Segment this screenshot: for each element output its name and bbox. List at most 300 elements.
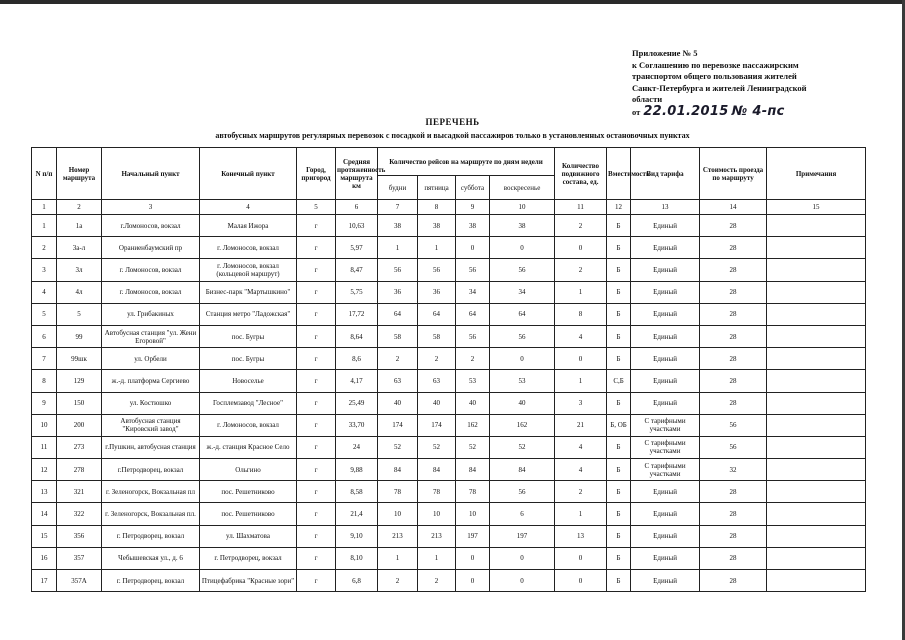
header-sunday: воскресенье: [490, 176, 555, 200]
cell-trips-saturday: 0: [456, 237, 490, 259]
routes-table-body: [32, 215, 866, 592]
cell-end: г. Петродворец, вокзал: [200, 547, 297, 569]
table-row: [32, 281, 866, 303]
cell-trips-sunday: 197: [490, 525, 555, 547]
cell-route: 357А: [57, 570, 102, 592]
cell-price: 28: [700, 303, 767, 325]
cell-rolling-stock: 4: [555, 325, 607, 347]
cell-trips-sunday: 34: [490, 281, 555, 303]
cell-length: 5,75: [336, 281, 378, 303]
column-number: 8: [418, 200, 456, 215]
cell-trips-sunday: 64: [490, 303, 555, 325]
document-title: ПЕРЕЧЕНЬ: [425, 117, 480, 127]
cell-num: 2: [32, 237, 57, 259]
cell-trips-saturday: 56: [456, 259, 490, 281]
appendix-line-3: транспортом общего пользования жителей: [632, 71, 797, 81]
cell-route: 273: [57, 436, 102, 458]
cell-length: 4,17: [336, 370, 378, 392]
cell-route: 3л: [57, 259, 102, 281]
cell-route: 322: [57, 503, 102, 525]
cell-trips-weekdays: 78: [378, 481, 418, 503]
cell-route: 4л: [57, 281, 102, 303]
cell-length: 8,64: [336, 325, 378, 347]
cell-city: г: [297, 414, 336, 436]
cell-route: 321: [57, 481, 102, 503]
cell-notes: [767, 436, 866, 458]
cell-capacity: Б: [607, 237, 631, 259]
cell-rolling-stock: 21: [555, 414, 607, 436]
cell-trips-sunday: 38: [490, 215, 555, 237]
cell-start: г. Петродворец, вокзал: [102, 525, 200, 547]
cell-notes: [767, 414, 866, 436]
cell-num: 17: [32, 570, 57, 592]
cell-tariff: Единый: [631, 547, 700, 569]
cell-rolling-stock: 0: [555, 348, 607, 370]
cell-city: г: [297, 259, 336, 281]
cell-trips-weekdays: 84: [378, 459, 418, 481]
cell-price: 56: [700, 436, 767, 458]
cell-rolling-stock: 2: [555, 215, 607, 237]
cell-capacity: Б: [607, 525, 631, 547]
cell-trips-saturday: 64: [456, 303, 490, 325]
cell-trips-sunday: 53: [490, 370, 555, 392]
header-rolling-stock: Количество подвижного состава, ед.: [555, 148, 607, 200]
table-row: [32, 370, 866, 392]
column-number: 11: [555, 200, 607, 215]
cell-start: ул. Грибакиных: [102, 303, 200, 325]
cell-notes: [767, 370, 866, 392]
cell-trips-weekdays: 1: [378, 547, 418, 569]
cell-city: г: [297, 215, 336, 237]
header-weekdays: будни: [378, 176, 418, 200]
header-price: Стоимость проезда по маршруту: [700, 148, 767, 200]
cell-city: г: [297, 325, 336, 347]
cell-price: 28: [700, 547, 767, 569]
column-number: 14: [700, 200, 767, 215]
table-row: [32, 436, 866, 458]
cell-notes: [767, 348, 866, 370]
cell-start: г. Зеленогорск, Вокзальная пл: [102, 481, 200, 503]
cell-rolling-stock: 3: [555, 392, 607, 414]
header-num: N п/п: [32, 148, 57, 200]
cell-end: Птицефабрика "Красные зори": [200, 570, 297, 592]
cell-length: 10,63: [336, 215, 378, 237]
cell-end: пос. Бугры: [200, 348, 297, 370]
cell-city: г: [297, 503, 336, 525]
cell-route: 99шк: [57, 348, 102, 370]
cell-end: Новоселье: [200, 370, 297, 392]
cell-start: г. Ломоносов, вокзал: [102, 281, 200, 303]
column-number: 2: [57, 200, 102, 215]
cell-trips-saturday: 40: [456, 392, 490, 414]
cell-trips-sunday: 84: [490, 459, 555, 481]
cell-capacity: Б: [607, 348, 631, 370]
column-number: 10: [490, 200, 555, 215]
cell-trips-saturday: 0: [456, 570, 490, 592]
cell-city: г: [297, 370, 336, 392]
table-row: [32, 459, 866, 481]
cell-rolling-stock: 1: [555, 503, 607, 525]
cell-tariff: Единый: [631, 481, 700, 503]
cell-trips-friday: 58: [418, 325, 456, 347]
column-number: 4: [200, 200, 297, 215]
cell-trips-weekdays: 1: [378, 237, 418, 259]
cell-price: 28: [700, 237, 767, 259]
cell-rolling-stock: 13: [555, 525, 607, 547]
column-number: 6: [336, 200, 378, 215]
cell-notes: [767, 503, 866, 525]
appendix-block: [632, 48, 832, 118]
cell-start: г. Зеленогорск, Вокзальная пл.: [102, 503, 200, 525]
cell-trips-saturday: 56: [456, 325, 490, 347]
cell-capacity: Б: [607, 436, 631, 458]
cell-route: 3а-л: [57, 237, 102, 259]
cell-trips-saturday: 78: [456, 481, 490, 503]
cell-end: г. Ломоносов, вокзал: [200, 237, 297, 259]
cell-trips-weekdays: 40: [378, 392, 418, 414]
cell-trips-friday: 40: [418, 392, 456, 414]
table-row: [32, 547, 866, 569]
cell-route: 200: [57, 414, 102, 436]
cell-trips-saturday: 197: [456, 525, 490, 547]
cell-trips-friday: 213: [418, 525, 456, 547]
cell-city: г: [297, 281, 336, 303]
cell-trips-sunday: 56: [490, 259, 555, 281]
table-row: [32, 303, 866, 325]
table-row: [32, 348, 866, 370]
cell-num: 1: [32, 215, 57, 237]
cell-end: г. Ломоносов, вокзал: [200, 414, 297, 436]
cell-length: 24: [336, 436, 378, 458]
cell-trips-weekdays: 213: [378, 525, 418, 547]
cell-start: Чебышевская ул., д. 6: [102, 547, 200, 569]
cell-trips-saturday: 84: [456, 459, 490, 481]
cell-trips-friday: 2: [418, 570, 456, 592]
cell-rolling-stock: 1: [555, 370, 607, 392]
cell-length: 33,70: [336, 414, 378, 436]
cell-rolling-stock: 2: [555, 259, 607, 281]
cell-num: 11: [32, 436, 57, 458]
cell-rolling-stock: 4: [555, 436, 607, 458]
column-number: 5: [297, 200, 336, 215]
cell-price: 28: [700, 503, 767, 525]
cell-capacity: Б: [607, 459, 631, 481]
cell-capacity: Б: [607, 215, 631, 237]
cell-length: 8,10: [336, 547, 378, 569]
cell-end: Ольгино: [200, 459, 297, 481]
cell-route: 278: [57, 459, 102, 481]
cell-length: 6,8: [336, 570, 378, 592]
cell-trips-friday: 84: [418, 459, 456, 481]
cell-notes: [767, 281, 866, 303]
table-row: [32, 525, 866, 547]
cell-trips-sunday: 40: [490, 392, 555, 414]
cell-trips-friday: 1: [418, 547, 456, 569]
header-start: Начальный пункт: [102, 148, 200, 200]
cell-route: 356: [57, 525, 102, 547]
cell-trips-sunday: 162: [490, 414, 555, 436]
table-row: [32, 215, 866, 237]
cell-trips-friday: 64: [418, 303, 456, 325]
handwritten-number: № 4-пс: [731, 103, 785, 119]
cell-length: 21,4: [336, 503, 378, 525]
column-number: 13: [631, 200, 700, 215]
cell-tariff: Единый: [631, 237, 700, 259]
cell-num: 13: [32, 481, 57, 503]
cell-tariff: Единый: [631, 570, 700, 592]
cell-end: пос. Решетниково: [200, 503, 297, 525]
cell-trips-weekdays: 10: [378, 503, 418, 525]
cell-length: 8,6: [336, 348, 378, 370]
cell-trips-saturday: 38: [456, 215, 490, 237]
cell-price: 56: [700, 414, 767, 436]
cell-end: Станция метро "Ладожская": [200, 303, 297, 325]
cell-trips-weekdays: 38: [378, 215, 418, 237]
cell-rolling-stock: 0: [555, 570, 607, 592]
cell-end: Бизнес-парк "Мартышкино": [200, 281, 297, 303]
cell-trips-saturday: 53: [456, 370, 490, 392]
cell-city: г: [297, 348, 336, 370]
cell-trips-sunday: 0: [490, 237, 555, 259]
cell-end: г. Ломоносов, вокзал (кольцевой маршрут): [200, 259, 297, 281]
cell-trips-weekdays: 174: [378, 414, 418, 436]
cell-capacity: Б: [607, 481, 631, 503]
cell-city: г: [297, 303, 336, 325]
cell-start: г. Петродворец, вокзал: [102, 570, 200, 592]
cell-capacity: Б: [607, 259, 631, 281]
cell-num: 6: [32, 325, 57, 347]
cell-notes: [767, 547, 866, 569]
cell-trips-sunday: 0: [490, 348, 555, 370]
header-capacity: Вместимость: [607, 148, 631, 200]
cell-end: пос. Бугры: [200, 325, 297, 347]
cell-tariff: Единый: [631, 281, 700, 303]
header-city: Город, пригород: [297, 148, 336, 200]
cell-start: Ораниенбаумский пр: [102, 237, 200, 259]
appendix-line-1: Приложение № 5: [632, 48, 698, 58]
cell-city: г: [297, 570, 336, 592]
cell-trips-friday: 38: [418, 215, 456, 237]
cell-rolling-stock: 1: [555, 281, 607, 303]
cell-length: 5,97: [336, 237, 378, 259]
cell-capacity: Б: [607, 392, 631, 414]
cell-capacity: Б: [607, 503, 631, 525]
column-number: 1: [32, 200, 57, 215]
cell-tariff: Единый: [631, 525, 700, 547]
cell-trips-weekdays: 36: [378, 281, 418, 303]
cell-route: 1а: [57, 215, 102, 237]
cell-trips-friday: 174: [418, 414, 456, 436]
cell-capacity: Б: [607, 303, 631, 325]
table-row: [32, 259, 866, 281]
cell-trips-weekdays: 2: [378, 570, 418, 592]
table-row: [32, 325, 866, 347]
cell-tariff: Единый: [631, 503, 700, 525]
cell-price: 28: [700, 281, 767, 303]
cell-capacity: Б: [607, 325, 631, 347]
cell-start: Автобусная станция "Кировский завод": [102, 414, 200, 436]
cell-end: пос. Решетниково: [200, 481, 297, 503]
cell-capacity: Б: [607, 281, 631, 303]
cell-tariff: Единый: [631, 392, 700, 414]
cell-city: г: [297, 392, 336, 414]
cell-city: г: [297, 481, 336, 503]
appendix-line-4: Санкт-Петербурга и жителей Ленинградской: [632, 82, 807, 93]
column-number: 12: [607, 200, 631, 215]
cell-num: 9: [32, 392, 57, 414]
appendix-line-5: области: [632, 94, 663, 104]
table-header-row: [32, 148, 866, 176]
cell-trips-friday: 78: [418, 481, 456, 503]
cell-price: 28: [700, 370, 767, 392]
cell-route: 99: [57, 325, 102, 347]
cell-price: 32: [700, 459, 767, 481]
cell-start: г. Ломоносов, вокзал: [102, 259, 200, 281]
cell-notes: [767, 525, 866, 547]
cell-start: ул. Орбели: [102, 348, 200, 370]
appendix-line-2: к Соглашению по перевозке пассажирским: [632, 59, 799, 70]
scan-edge-top: [0, 0, 905, 4]
cell-capacity: Б: [607, 547, 631, 569]
cell-notes: [767, 570, 866, 592]
cell-price: 28: [700, 325, 767, 347]
cell-city: г: [297, 436, 336, 458]
cell-city: г: [297, 237, 336, 259]
cell-price: 28: [700, 392, 767, 414]
cell-notes: [767, 325, 866, 347]
cell-route: 129: [57, 370, 102, 392]
cell-trips-friday: 63: [418, 370, 456, 392]
cell-trips-saturday: 52: [456, 436, 490, 458]
cell-length: 9,88: [336, 459, 378, 481]
routes-table: [31, 147, 866, 592]
cell-start: ж.-д. платформа Сергиево: [102, 370, 200, 392]
cell-start: г.Пушкин, автобусная станция: [102, 436, 200, 458]
cell-num: 14: [32, 503, 57, 525]
cell-start: ул. Костюшко: [102, 392, 200, 414]
cell-end: ул. Шахматова: [200, 525, 297, 547]
cell-trips-sunday: 56: [490, 325, 555, 347]
cell-end: Госплемзавод "Лесное": [200, 392, 297, 414]
column-number: 9: [456, 200, 490, 215]
cell-trips-friday: 10: [418, 503, 456, 525]
cell-length: 8,58: [336, 481, 378, 503]
cell-trips-weekdays: 56: [378, 259, 418, 281]
header-tariff: Вид тарифа: [631, 148, 700, 200]
cell-capacity: Б: [607, 570, 631, 592]
cell-price: 28: [700, 259, 767, 281]
cell-tariff: С тарифными участками: [631, 436, 700, 458]
cell-route: 5: [57, 303, 102, 325]
cell-route: 357: [57, 547, 102, 569]
cell-capacity: Б, ОБ: [607, 414, 631, 436]
header-route: Номер маршрута: [57, 148, 102, 200]
cell-price: 28: [700, 481, 767, 503]
cell-notes: [767, 459, 866, 481]
table-row: [32, 392, 866, 414]
cell-trips-weekdays: 52: [378, 436, 418, 458]
cell-trips-weekdays: 58: [378, 325, 418, 347]
cell-tariff: Единый: [631, 348, 700, 370]
header-length: Средняя протяженность маршрута км: [336, 148, 378, 200]
column-number: 3: [102, 200, 200, 215]
column-number: 15: [767, 200, 866, 215]
cell-notes: [767, 303, 866, 325]
header-friday: пятница: [418, 176, 456, 200]
cell-notes: [767, 392, 866, 414]
cell-tariff: Единый: [631, 325, 700, 347]
cell-start: Автобусная станция "ул. Жени Егоровой": [102, 325, 200, 347]
table-row: [32, 503, 866, 525]
cell-trips-weekdays: 64: [378, 303, 418, 325]
cell-trips-weekdays: 63: [378, 370, 418, 392]
cell-tariff: Единый: [631, 303, 700, 325]
cell-notes: [767, 481, 866, 503]
header-notes: Примечания: [767, 148, 866, 200]
cell-notes: [767, 237, 866, 259]
handwritten-date: 22.01.2015: [643, 103, 729, 119]
cell-city: г: [297, 525, 336, 547]
table-row: [32, 570, 866, 592]
cell-tariff: С тарифными участками: [631, 459, 700, 481]
cell-rolling-stock: 4: [555, 459, 607, 481]
header-saturday: суббота: [456, 176, 490, 200]
cell-num: 10: [32, 414, 57, 436]
document-subtitle: автобусных маршрутов регулярных перевозок с посадкой и высадкой пассажиров только в установленных остановочных пунктах: [215, 131, 690, 140]
cell-length: 25,49: [336, 392, 378, 414]
appendix-date-prefix: от: [632, 106, 641, 117]
cell-start: г.Ломоносов, вокзал: [102, 215, 200, 237]
table-row: [32, 414, 866, 436]
cell-price: 28: [700, 525, 767, 547]
cell-num: 7: [32, 348, 57, 370]
cell-num: 4: [32, 281, 57, 303]
column-number: 7: [378, 200, 418, 215]
cell-rolling-stock: 2: [555, 481, 607, 503]
header-trips: Количество рейсов на маршруте по дням недели: [378, 148, 555, 176]
cell-notes: [767, 215, 866, 237]
cell-route: 150: [57, 392, 102, 414]
cell-num: 8: [32, 370, 57, 392]
cell-rolling-stock: 0: [555, 547, 607, 569]
cell-city: г: [297, 547, 336, 569]
cell-rolling-stock: 8: [555, 303, 607, 325]
cell-trips-sunday: 52: [490, 436, 555, 458]
cell-rolling-stock: 0: [555, 237, 607, 259]
cell-start: г.Петродворец, вокзал: [102, 459, 200, 481]
cell-length: 8,47: [336, 259, 378, 281]
cell-length: 17,72: [336, 303, 378, 325]
cell-trips-friday: 56: [418, 259, 456, 281]
column-number-row: [32, 200, 866, 215]
cell-num: 5: [32, 303, 57, 325]
cell-notes: [767, 259, 866, 281]
cell-length: 9,10: [336, 525, 378, 547]
cell-trips-saturday: 34: [456, 281, 490, 303]
cell-trips-sunday: 0: [490, 547, 555, 569]
cell-price: 28: [700, 348, 767, 370]
cell-trips-friday: 36: [418, 281, 456, 303]
cell-num: 3: [32, 259, 57, 281]
cell-trips-friday: 52: [418, 436, 456, 458]
cell-end: ж.-д. станция Красное Село: [200, 436, 297, 458]
cell-price: 28: [700, 570, 767, 592]
cell-price: 28: [700, 215, 767, 237]
cell-city: г: [297, 459, 336, 481]
cell-trips-friday: 2: [418, 348, 456, 370]
cell-num: 15: [32, 525, 57, 547]
cell-tariff: С тарифными участками: [631, 414, 700, 436]
